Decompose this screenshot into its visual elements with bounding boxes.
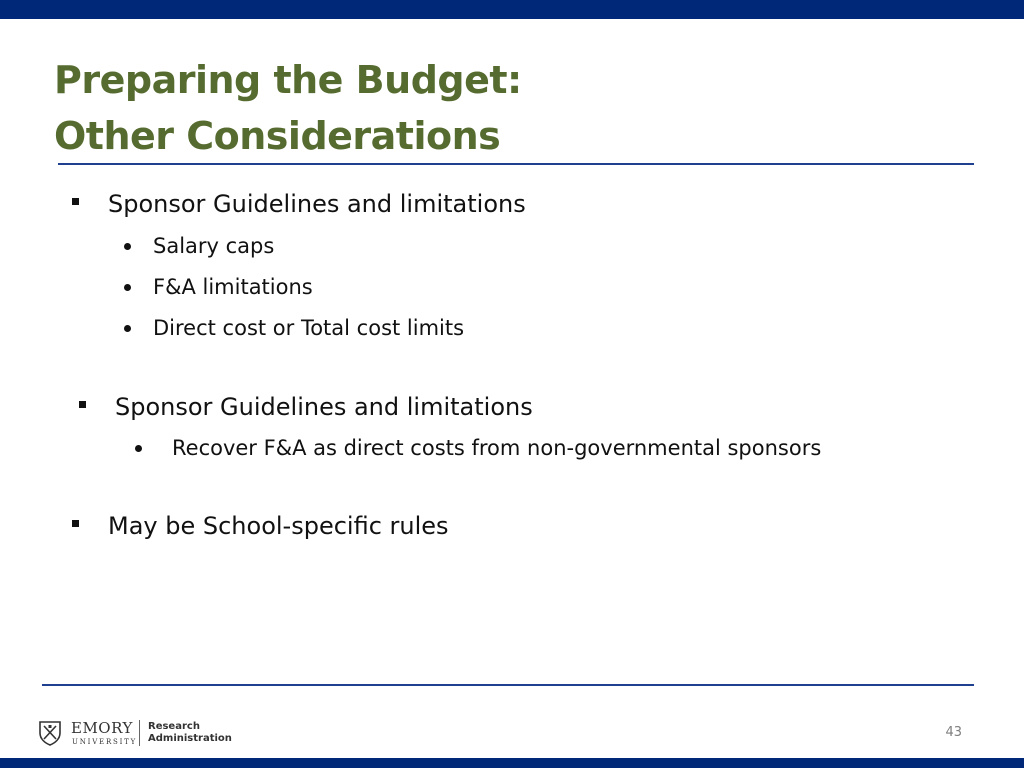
slide-title-line-1: Preparing the Budget: bbox=[54, 58, 522, 102]
round-bullet-icon bbox=[124, 284, 131, 291]
bottom-accent-bar bbox=[0, 758, 1024, 768]
logo-wordmark: EMORY bbox=[71, 719, 133, 737]
emory-research-administration-logo bbox=[38, 718, 232, 750]
logo-department-line-1: Research bbox=[148, 721, 200, 732]
round-bullet-icon bbox=[124, 243, 131, 250]
slide-title bbox=[54, 52, 522, 164]
square-bullet-icon bbox=[79, 401, 86, 408]
footer-divider bbox=[42, 684, 974, 686]
square-bullet-icon bbox=[72, 520, 79, 527]
title-divider bbox=[58, 163, 974, 165]
sub-bullet-item: Salary caps bbox=[153, 234, 275, 258]
round-bullet-icon bbox=[124, 325, 131, 332]
emory-shield-icon bbox=[38, 720, 62, 746]
square-bullet-icon bbox=[72, 198, 79, 205]
sub-bullet-item: Recover F&A as direct costs from non-governmental sponsors bbox=[172, 436, 822, 460]
bullet-item: May be School-specific rules bbox=[108, 512, 449, 540]
top-accent-bar bbox=[0, 0, 1024, 19]
bullet-item: Sponsor Guidelines and limitations bbox=[115, 393, 533, 421]
page-number: 43 bbox=[945, 725, 962, 740]
round-bullet-icon bbox=[135, 445, 142, 452]
sub-bullet-item: Direct cost or Total cost limits bbox=[153, 316, 465, 340]
logo-subtitle: UNIVERSITY bbox=[72, 738, 138, 746]
logo-department bbox=[148, 721, 232, 745]
slide-title-line-2: Other Considerations bbox=[54, 114, 501, 158]
logo-department-line-2: Administration bbox=[148, 733, 232, 744]
bullet-item: Sponsor Guidelines and limitations bbox=[108, 190, 526, 218]
logo-separator bbox=[139, 720, 140, 746]
sub-bullet-item: F&A limitations bbox=[153, 275, 313, 299]
